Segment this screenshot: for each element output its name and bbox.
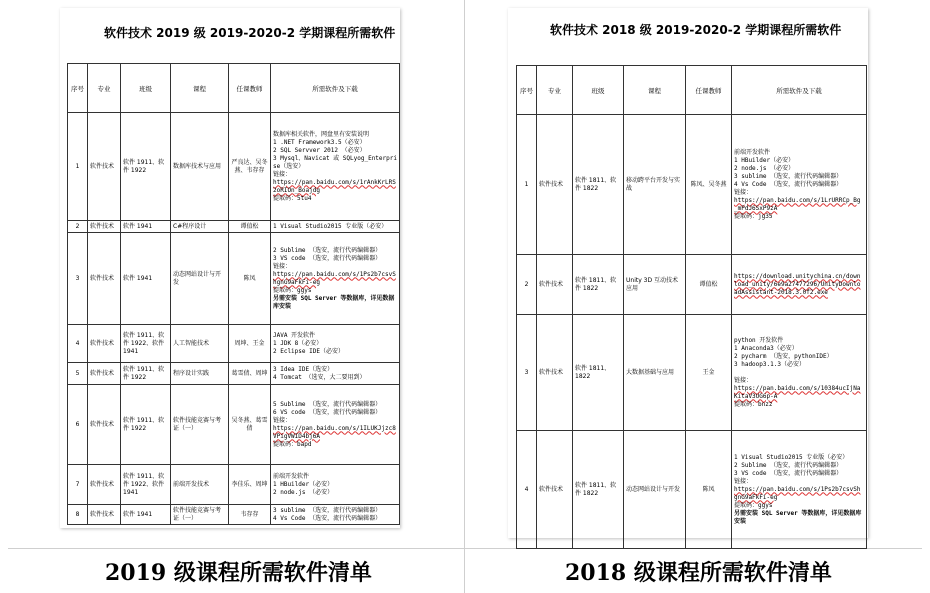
table-row — [68, 325, 400, 363]
software-line: 6 VS code （选安，流行代码编辑器） — [273, 408, 382, 416]
software-line: 2 SQL Servver 2012 （必安） — [273, 146, 366, 154]
cell-class: 软件 1811、软件 1822 — [573, 431, 624, 549]
cell-course: 移动跨平台开发与实战 — [624, 115, 686, 255]
header-major: 专业 — [537, 66, 573, 115]
cell-class: 软件 1941 — [121, 233, 171, 325]
cell-teacher: 严良达、吴冬燕、韦存存 — [229, 113, 271, 221]
software-line: 4 Vs Code （选安，流行代码编辑器） — [273, 514, 382, 522]
left-document-title: 软件技术 2019 级 2019-2020-2 学期课程所需软件 — [104, 26, 396, 40]
software-line: 2 Sublime （选安，流行代码编辑器） — [273, 246, 382, 254]
cell-course: 软件技能竞赛与考证（一） — [171, 385, 229, 465]
cell-teacher: 谭值松 — [686, 255, 732, 315]
software-line: 2 node.js （必安） — [734, 164, 795, 172]
cell-software — [271, 221, 400, 233]
software-line: 1 JDK 8（必安） — [273, 339, 323, 347]
software-line: 链接： — [273, 170, 292, 178]
software-line: JAVA 开发软件 — [273, 331, 316, 339]
left-software-table — [67, 63, 400, 525]
right-document-title: 软件技术 2018 级 2019-2020-2 学期课程所需软件 — [550, 23, 842, 37]
left-caption: 2019 级课程所需软件清单 — [105, 560, 372, 586]
right-caption: 2018 级课程所需软件清单 — [565, 560, 832, 586]
software-line: 提取码：ggys — [734, 501, 773, 509]
cell-software — [732, 315, 867, 431]
software-line: 2 node.js （必安） — [273, 488, 334, 496]
cell-course: 数据库技术与应用 — [171, 113, 229, 221]
table-row — [68, 465, 400, 505]
table-row — [517, 431, 867, 549]
cell-teacher: 陈凤、吴冬燕 — [686, 115, 732, 255]
software-line — [734, 369, 864, 377]
cell-software — [732, 115, 867, 255]
cell-course: Unity 3D 互动技术应用 — [624, 255, 686, 315]
cell-major: 软件技术 — [88, 363, 121, 385]
cell-no: 8 — [68, 505, 88, 525]
software-line: 数据库相关软件，网盘里有安装说明 — [273, 130, 370, 138]
cell-class: 软件 1911、软件 1922 — [121, 113, 171, 221]
cell-no: 3 — [68, 233, 88, 325]
software-line[interactable]: https://pan.baidu.com/s/1Ps2b7csvShgnG9aFkFi-eg — [734, 485, 861, 501]
software-line: 提取码：bapd — [273, 440, 312, 448]
cell-software — [732, 431, 867, 549]
cell-class: 软件 1811、软件 1822 — [573, 115, 624, 255]
software-line: 2 Sublime （选安，流行代码编辑器） — [734, 461, 843, 469]
table-header-row — [68, 64, 400, 113]
cell-course: 动态网站设计与开发 — [624, 431, 686, 549]
cell-major: 软件技术 — [88, 233, 121, 325]
software-line: 另需安装 SQL Server 等数据库，详见数据库安装 — [273, 294, 395, 310]
software-line: 1 .NET Framework3.5（必安） — [273, 138, 366, 146]
cell-class: 软件 1941 — [121, 221, 171, 233]
software-line: 1 HBuilder（必安） — [734, 156, 795, 164]
cell-course: 人工智能技术 — [171, 325, 229, 363]
software-line: 2 Eclipse IDE（必安） — [273, 347, 344, 355]
header-teacher: 任课教师 — [686, 66, 732, 115]
cell-teacher: 谭值松 — [229, 221, 271, 233]
cell-no: 3 — [517, 315, 537, 431]
cell-no: 4 — [517, 431, 537, 549]
cell-teacher: 王金 — [686, 315, 732, 431]
header-no: 序号 — [68, 64, 88, 113]
table-row — [68, 363, 400, 385]
software-line[interactable]: https://pan.baidu.com/s/10384ucIjNaKitaV3UG6p-A — [734, 384, 861, 400]
cell-class: 软件 1911、软件 1922 — [121, 385, 171, 465]
cell-software — [271, 325, 400, 363]
header-software: 所需软件及下载 — [732, 66, 867, 115]
cell-class: 软件 1911、软件 1922 — [121, 363, 171, 385]
cell-class: 软件 1911、软件 1922、软件 1941 — [121, 325, 171, 363]
cell-software — [271, 363, 400, 385]
software-line[interactable]: https://pan.baidu.com/s/1LrURRCp_Bg_mPdJ6SxP9zA — [734, 196, 861, 212]
cell-major: 软件技术 — [88, 325, 121, 363]
header-teacher: 任课教师 — [229, 64, 271, 113]
software-line: 提取码：bnzz — [734, 400, 773, 408]
cell-major: 软件技术 — [88, 505, 121, 525]
software-line: 5 Sublime （选安，流行代码编辑器） — [273, 400, 382, 408]
right-panel — [465, 0, 930, 593]
software-line: 前端开发软件 — [273, 472, 310, 480]
software-line: 链接： — [273, 416, 292, 424]
table-row — [68, 221, 400, 233]
cell-software — [271, 113, 400, 221]
cell-software — [271, 385, 400, 465]
software-line: 2 pycharm （选安，pythonIDE） — [734, 352, 833, 360]
software-line[interactable]: https://pan.baidu.com/s/1rAnkKrLRS2oRIOn_Boajdg — [273, 178, 396, 194]
cell-class: 软件 1811、1822 — [573, 315, 624, 431]
table-row — [68, 113, 400, 221]
cell-software — [271, 233, 400, 325]
software-line: 链接： — [273, 262, 292, 270]
cell-no: 1 — [517, 115, 537, 255]
cell-teacher: 葛雪倩、周坤 — [229, 363, 271, 385]
cell-major: 软件技术 — [537, 431, 573, 549]
cell-major: 软件技术 — [537, 315, 573, 431]
software-line: 提取码：ggys — [273, 286, 312, 294]
cell-class: 软件 1811、软件 1822 — [573, 255, 624, 315]
software-line: 4 Vs Code （选安，流行代码编辑器） — [734, 180, 843, 188]
cell-course: 前端开发技术 — [171, 465, 229, 505]
software-line: 3 hadoop3.1.3（必安） — [734, 360, 805, 368]
cell-course: C#程序设计 — [171, 221, 229, 233]
cell-course: 程序设计实践 — [171, 363, 229, 385]
cell-teacher: 李佳乐、周坤 — [229, 465, 271, 505]
cell-teacher: 周坤、王金 — [229, 325, 271, 363]
cell-software — [271, 505, 400, 525]
software-line: 3 VS code （选安，流行代码编辑器） — [734, 469, 843, 477]
table-row — [68, 233, 400, 325]
software-line: 1 Visual Studio2015 专业版（必安） — [273, 222, 388, 230]
cell-teacher: 吴冬燕、葛雪倩 — [229, 385, 271, 465]
software-line: 3 sublime （选安，流行代码编辑器） — [273, 506, 382, 514]
cell-no: 1 — [68, 113, 88, 221]
cell-course: 大数据基础与应用 — [624, 315, 686, 431]
table-row — [68, 505, 400, 525]
table-row — [517, 115, 867, 255]
cell-class: 软件 1941 — [121, 505, 171, 525]
software-line: 4 Tomcat （选安，大二要用到） — [273, 373, 366, 381]
software-line[interactable]: https://pan.baidu.com/s/1ILUKJjzc8VPigVWID4bj6A — [273, 424, 396, 440]
software-line: 提取码：jg35 — [734, 212, 773, 220]
software-line: 3 VS code （选安，流行代码编辑器） — [273, 254, 382, 262]
software-line[interactable]: https://download.unitychina.cn/download_unity/6e9a27477296/UnityDownloadAssistant-2018.3.0f2.exe — [734, 272, 861, 296]
cell-major: 软件技术 — [537, 115, 573, 255]
table-row — [517, 255, 867, 315]
software-line: 1 HBuilder（必安） — [273, 480, 334, 488]
cell-major: 软件技术 — [537, 255, 573, 315]
header-major: 专业 — [88, 64, 121, 113]
header-software: 所需软件及下载 — [271, 64, 400, 113]
software-line: 3 sublime （选安，流行代码编辑器） — [734, 172, 843, 180]
software-line: 3 Idea IDE（选安） — [273, 365, 334, 373]
cell-course: 动态网站设计与开发 — [171, 233, 229, 325]
software-line: 1 Anaconda3（必安） — [734, 344, 798, 352]
cell-teacher: 陈凤 — [229, 233, 271, 325]
cell-software — [732, 255, 867, 315]
cell-no: 2 — [68, 221, 88, 233]
cell-course: 软件技能竞赛与考证（一） — [171, 505, 229, 525]
cell-major: 软件技术 — [88, 465, 121, 505]
software-line: 链接： — [734, 376, 753, 384]
software-line: 链接： — [734, 188, 753, 196]
cell-no: 2 — [517, 255, 537, 315]
table-header-row — [517, 66, 867, 115]
cell-no: 5 — [68, 363, 88, 385]
cell-teacher: 陈凤 — [686, 431, 732, 549]
software-line: 另需安装 SQL Server 等数据库，详见数据库安装 — [734, 509, 862, 525]
header-course: 课程 — [624, 66, 686, 115]
cell-teacher: 韦存存 — [229, 505, 271, 525]
software-line: 提取码：5tu4 — [273, 194, 312, 202]
table-row — [517, 315, 867, 431]
software-line: python 开发软件 — [734, 336, 784, 344]
right-software-table — [516, 65, 867, 549]
header-no: 序号 — [517, 66, 537, 115]
cell-no: 4 — [68, 325, 88, 363]
software-line[interactable]: https://pan.baidu.com/s/1Ps2b7csvShgnG9aFkFi-eg — [273, 270, 396, 286]
header-class: 班级 — [573, 66, 624, 115]
header-course: 课程 — [171, 64, 229, 113]
software-line: 3 Mysql、Navicat 或 SQLyog_Enterprise（选安） — [273, 154, 397, 170]
cell-major: 软件技术 — [88, 385, 121, 465]
cell-major: 软件技术 — [88, 221, 121, 233]
cell-software — [271, 465, 400, 505]
software-line: 链接： — [734, 477, 753, 485]
table-row — [68, 385, 400, 465]
cell-no: 6 — [68, 385, 88, 465]
cell-major: 软件技术 — [88, 113, 121, 221]
header-class: 班级 — [121, 64, 171, 113]
cell-no: 7 — [68, 465, 88, 505]
cell-class: 软件 1911、软件 1922、软件 1941 — [121, 465, 171, 505]
software-line: 1 Visual Studio2015 专业版（必安） — [734, 453, 849, 461]
software-line: 前端开发软件 — [734, 148, 771, 156]
